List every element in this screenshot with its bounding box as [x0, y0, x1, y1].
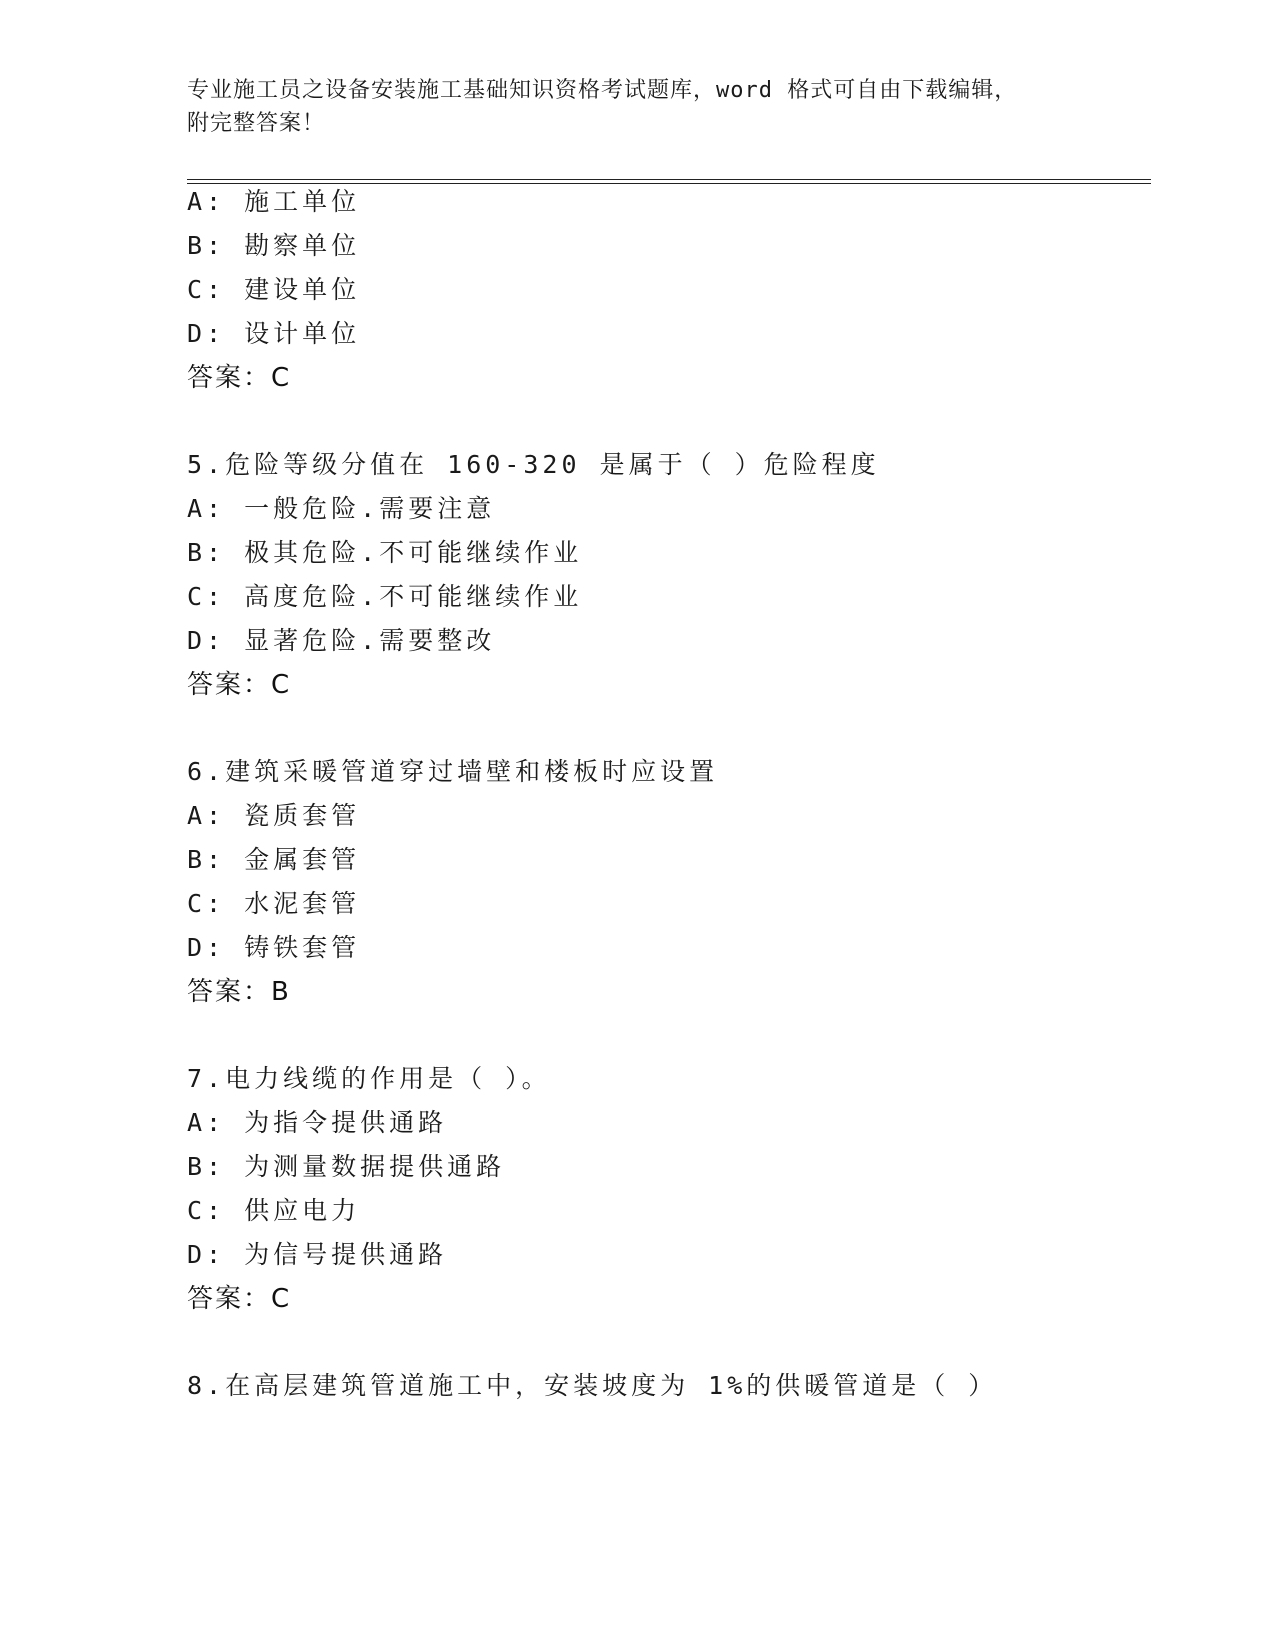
q6-option-b: B: 金属套管	[187, 845, 361, 874]
q7-option-b: B: 为测量数据提供通路	[187, 1152, 506, 1181]
header-divider	[187, 179, 1151, 184]
document-header	[187, 74, 1087, 140]
q6-option-c: C: 水泥套管	[187, 889, 361, 918]
q6-question: 6.建筑采暖管道穿过墙壁和楼板时应设置	[187, 757, 719, 786]
q5-question: 5.危险等级分值在 160-320 是属于（ ）危险程度	[187, 450, 880, 479]
q5-answer: 答案：C	[187, 670, 292, 700]
q6-option-a: A: 瓷质套管	[187, 801, 361, 830]
q6-answer: 答案：B	[187, 977, 291, 1007]
q5-option-a: A: 一般危险.需要注意	[187, 494, 496, 523]
q7-question: 7.电力线缆的作用是（ ）。	[187, 1064, 551, 1093]
q4-option-c: C: 建设单位	[187, 275, 361, 304]
q7-option-d: D: 为信号提供通路	[187, 1240, 448, 1269]
q7-answer: 答案：C	[187, 1284, 292, 1314]
q7-option-c: C: 供应电力	[187, 1196, 361, 1225]
q4-option-b: B: 勘察单位	[187, 231, 361, 260]
q8-question: 8.在高层建筑管道施工中，安装坡度为 1%的供暖管道是（ ）	[187, 1371, 998, 1400]
q7-option-a: A: 为指令提供通路	[187, 1108, 448, 1137]
q6-option-d: D: 铸铁套管	[187, 933, 361, 962]
q5-option-b: B: 极其危险.不可能继续作业	[187, 538, 583, 567]
header-line-1: 专业施工员之设备安装施工基础知识资格考试题库，word 格式可自由下载编辑，	[187, 78, 1018, 103]
q4-answer: 答案：C	[187, 363, 292, 393]
q4-option-a: A: 施工单位	[187, 187, 361, 216]
q4-option-d: D: 设计单位	[187, 319, 361, 348]
header-line-2: 附完整答案！	[187, 111, 326, 136]
q5-option-d: D: 显著危险.需要整改	[187, 626, 496, 655]
q5-option-c: C: 高度危险.不可能继续作业	[187, 582, 583, 611]
